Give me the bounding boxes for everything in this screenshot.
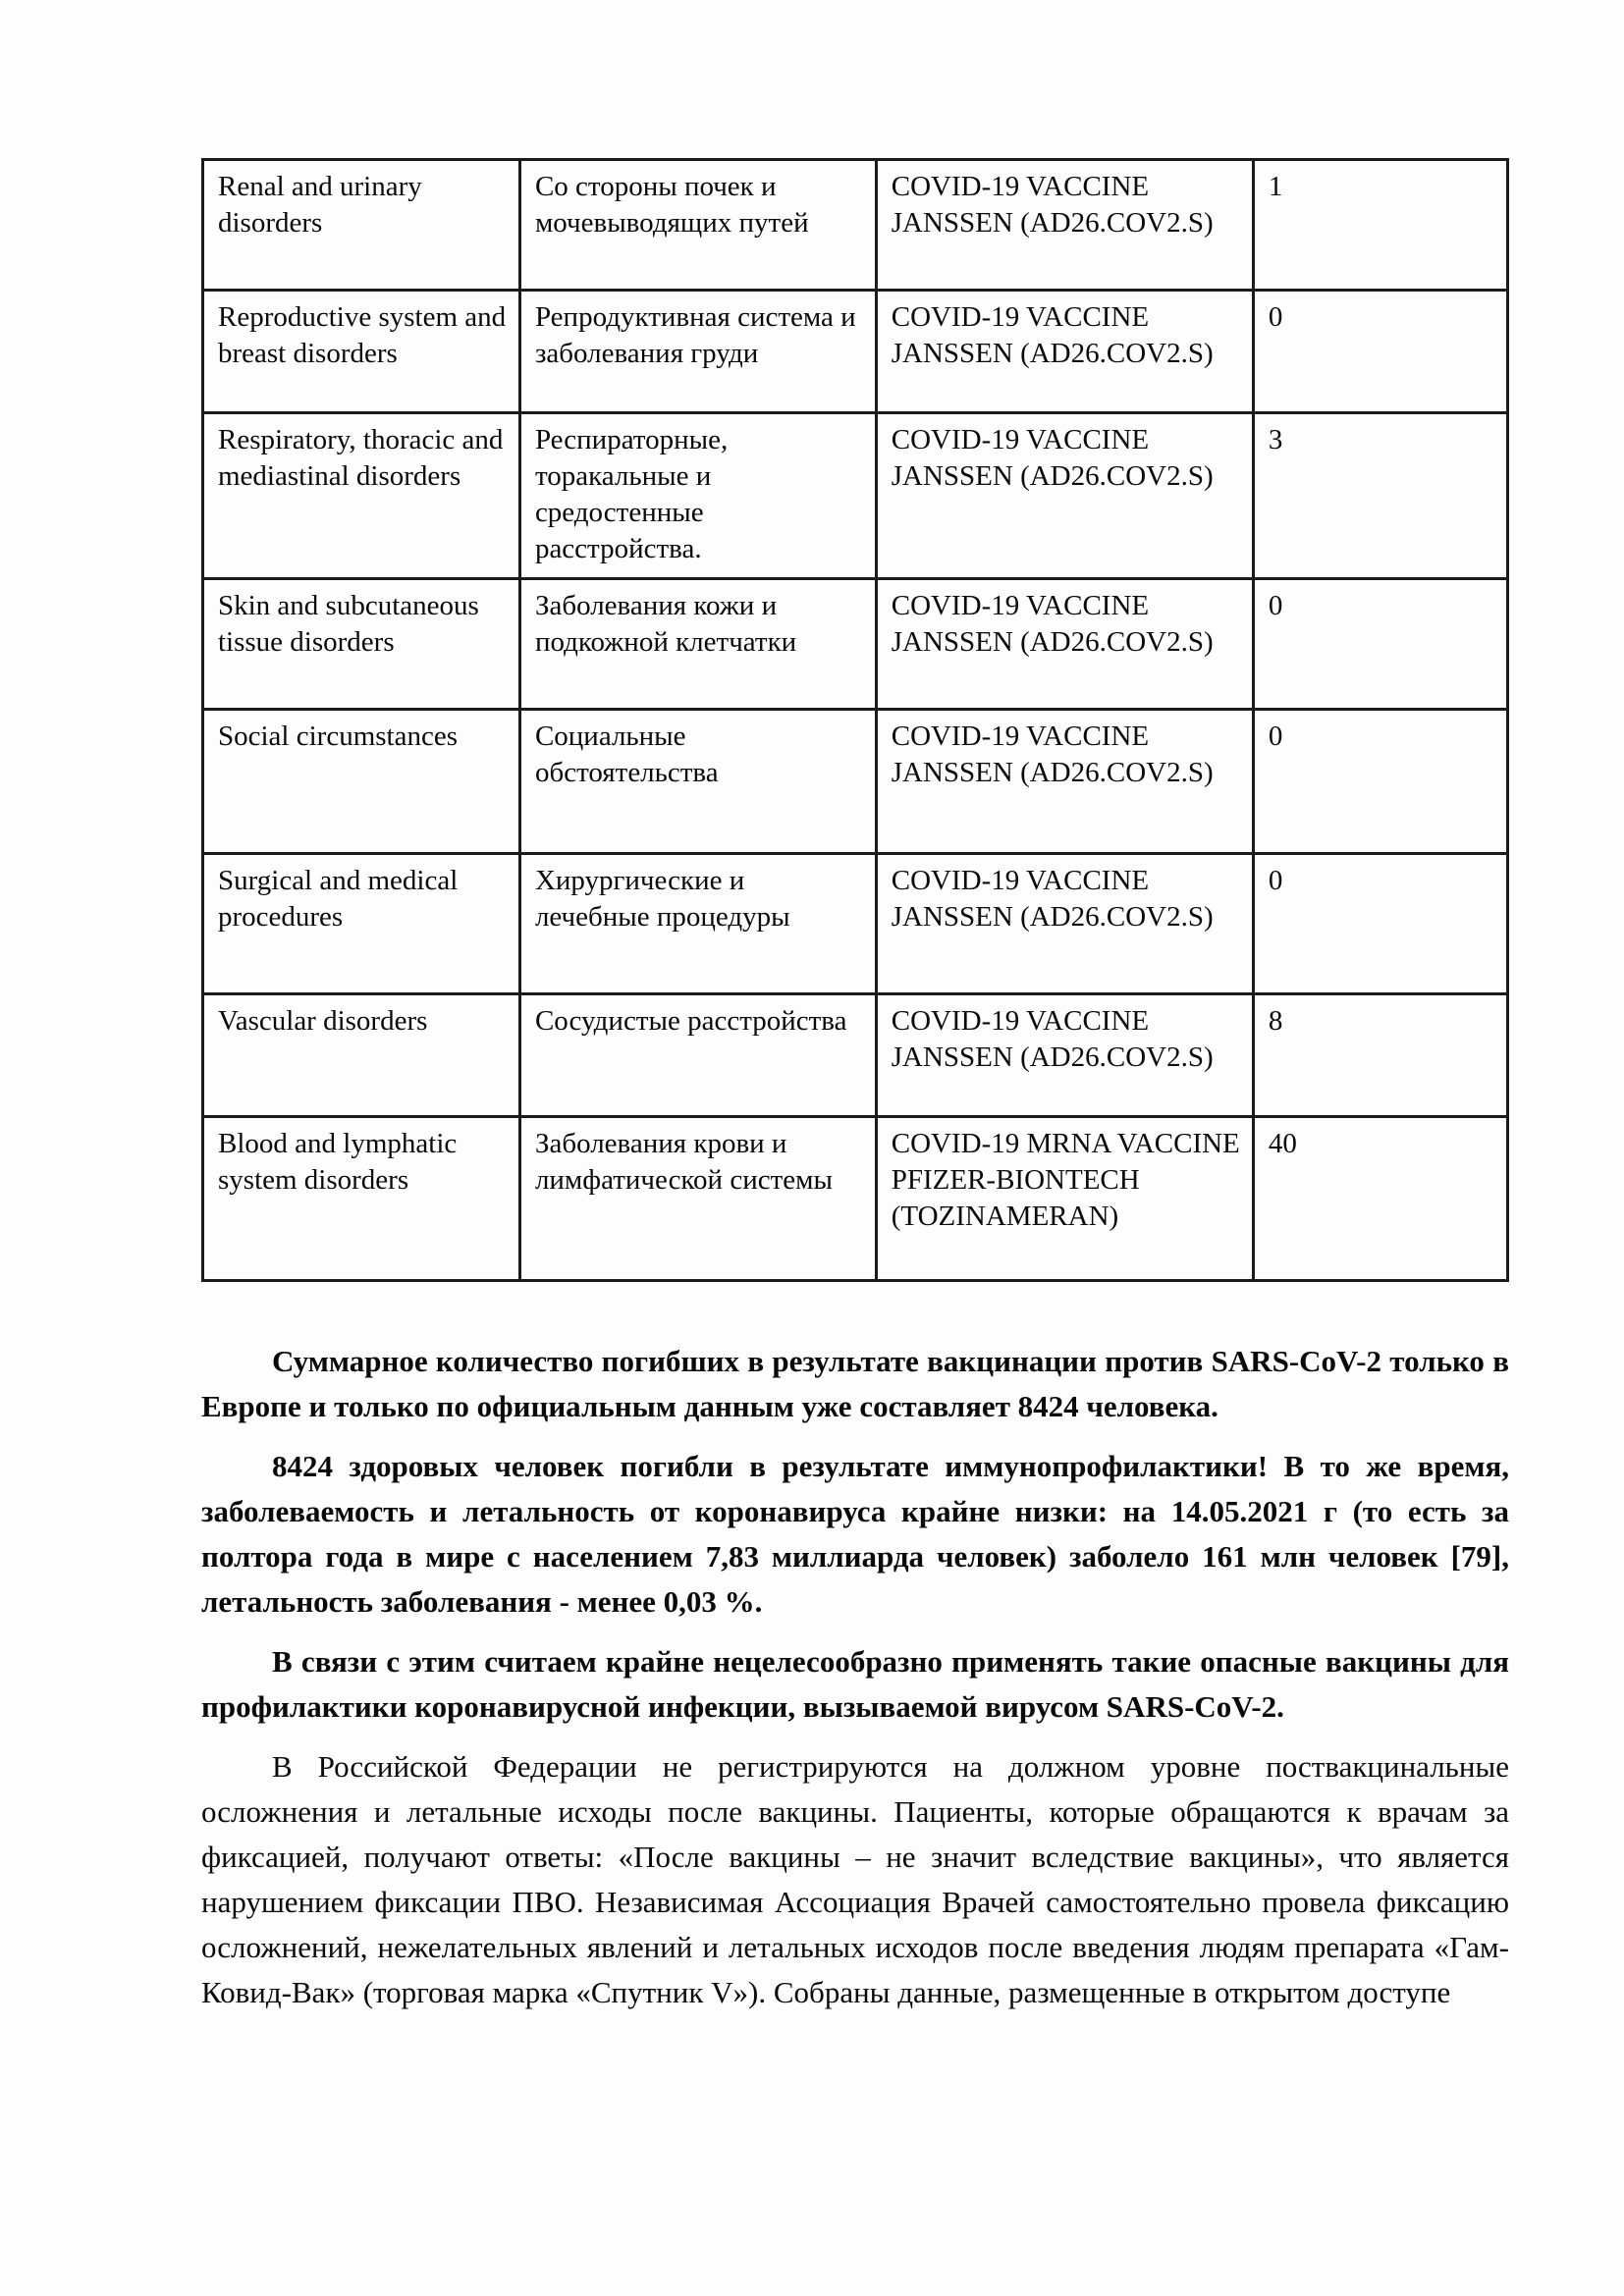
cell-disorder-en: Reproductive system and breast disorders bbox=[203, 291, 520, 413]
cell-count: 1 bbox=[1253, 160, 1507, 291]
cell-vaccine: COVID-19 VACCINE JANSSEN (AD26.COV2.S) bbox=[876, 413, 1253, 579]
table-row bbox=[203, 291, 1508, 413]
cell-disorder-ru: Хирургические и лечебные процедуры bbox=[519, 854, 876, 994]
cell-disorder-ru: Социальные обстоятельства bbox=[519, 710, 876, 854]
cell-vaccine: COVID-19 VACCINE JANSSEN (AD26.COV2.S) bbox=[876, 994, 1253, 1117]
cell-disorder-ru: Респираторные, торакальные и средостенные расстройства. bbox=[519, 413, 876, 579]
cell-vaccine: COVID-19 VACCINE JANSSEN (AD26.COV2.S) bbox=[876, 291, 1253, 413]
paragraph-total-deaths: Суммарное количество погибших в результате вакцинации против SARS-CoV-2 только в Европе и только по официальным данным уже составляет 8424 человека. bbox=[201, 1344, 1509, 1423]
paragraph-russia-registration: В Российской Федерации не регистрируются на должном уровне поствакцинальные осложнения и летальные исходы после вакцины. Пациенты, которые обращаются к врачам за фиксацией, получают ответы: «После вакцины – не значит вследствие вакцины», что является нарушением фиксации ПВО. Независимая Ассоциация Врачей самостоятельно провела фиксацию осложнений, нежелательных явлений и летальных исходов после введения людям препарата «Гам-Ковид-Вак» (торговая марка «Спутник V»). Собраны данные, размещенные в открытом доступе bbox=[201, 1749, 1509, 2009]
cell-disorder-ru: Со стороны почек и мочевыводящих путей bbox=[519, 160, 876, 291]
cell-vaccine: COVID-19 VACCINE JANSSEN (AD26.COV2.S) bbox=[876, 854, 1253, 994]
paragraph-conclusion: В связи с этим считаем крайне нецелесообразно применять такие опасные вакцины для профилактики коронавирусной инфекции, вызываемой вирусом SARS-CoV-2. bbox=[201, 1644, 1509, 1724]
cell-disorder-en: Social circumstances bbox=[203, 710, 520, 854]
cell-vaccine: COVID-19 MRNA VACCINE PFIZER-BIONTECH (TOZINAMERAN) bbox=[876, 1117, 1253, 1281]
table-row bbox=[203, 413, 1508, 579]
cell-count: 0 bbox=[1253, 854, 1507, 994]
cell-vaccine: COVID-19 VACCINE JANSSEN (AD26.COV2.S) bbox=[876, 579, 1253, 710]
cell-disorder-en: Renal and urinary disorders bbox=[203, 160, 520, 291]
cell-disorder-ru: Репродуктивная система и заболевания груди bbox=[519, 291, 876, 413]
table-row bbox=[203, 854, 1508, 994]
page-content bbox=[201, 158, 1509, 2030]
adverse-events-table bbox=[201, 158, 1509, 1282]
table-row bbox=[203, 1117, 1508, 1281]
cell-count: 40 bbox=[1253, 1117, 1507, 1281]
paragraph-mortality-stats: 8424 здоровых человек погибли в результате иммунопрофилактики! В то же время, заболеваемость и летальность от коронавируса крайне низки: на 14.05.2021 г (то есть за полтора года в мире с населением 7,83 миллиарда человек) заболело 161 млн человек [79], летальность заболевания - менее 0,03 %. bbox=[201, 1449, 1509, 1619]
cell-count: 8 bbox=[1253, 994, 1507, 1117]
table-row bbox=[203, 160, 1508, 291]
body-text bbox=[201, 1339, 1509, 2015]
cell-count: 0 bbox=[1253, 579, 1507, 710]
table-row bbox=[203, 710, 1508, 854]
cell-vaccine: COVID-19 VACCINE JANSSEN (AD26.COV2.S) bbox=[876, 710, 1253, 854]
cell-disorder-en: Respiratory, thoracic and mediastinal disorders bbox=[203, 413, 520, 579]
cell-disorder-en: Skin and subcutaneous tissue disorders bbox=[203, 579, 520, 710]
cell-count: 0 bbox=[1253, 710, 1507, 854]
table-row bbox=[203, 579, 1508, 710]
cell-disorder-ru: Заболевания кожи и подкожной клетчатки bbox=[519, 579, 876, 710]
cell-disorder-en: Blood and lymphatic system disorders bbox=[203, 1117, 520, 1281]
cell-count: 3 bbox=[1253, 413, 1507, 579]
cell-disorder-ru: Заболевания крови и лимфатической системы bbox=[519, 1117, 876, 1281]
cell-count: 0 bbox=[1253, 291, 1507, 413]
cell-vaccine: COVID-19 VACCINE JANSSEN (AD26.COV2.S) bbox=[876, 160, 1253, 291]
cell-disorder-ru: Сосудистые расстройства bbox=[519, 994, 876, 1117]
table-row bbox=[203, 994, 1508, 1117]
cell-disorder-en: Vascular disorders bbox=[203, 994, 520, 1117]
cell-disorder-en: Surgical and medical procedures bbox=[203, 854, 520, 994]
